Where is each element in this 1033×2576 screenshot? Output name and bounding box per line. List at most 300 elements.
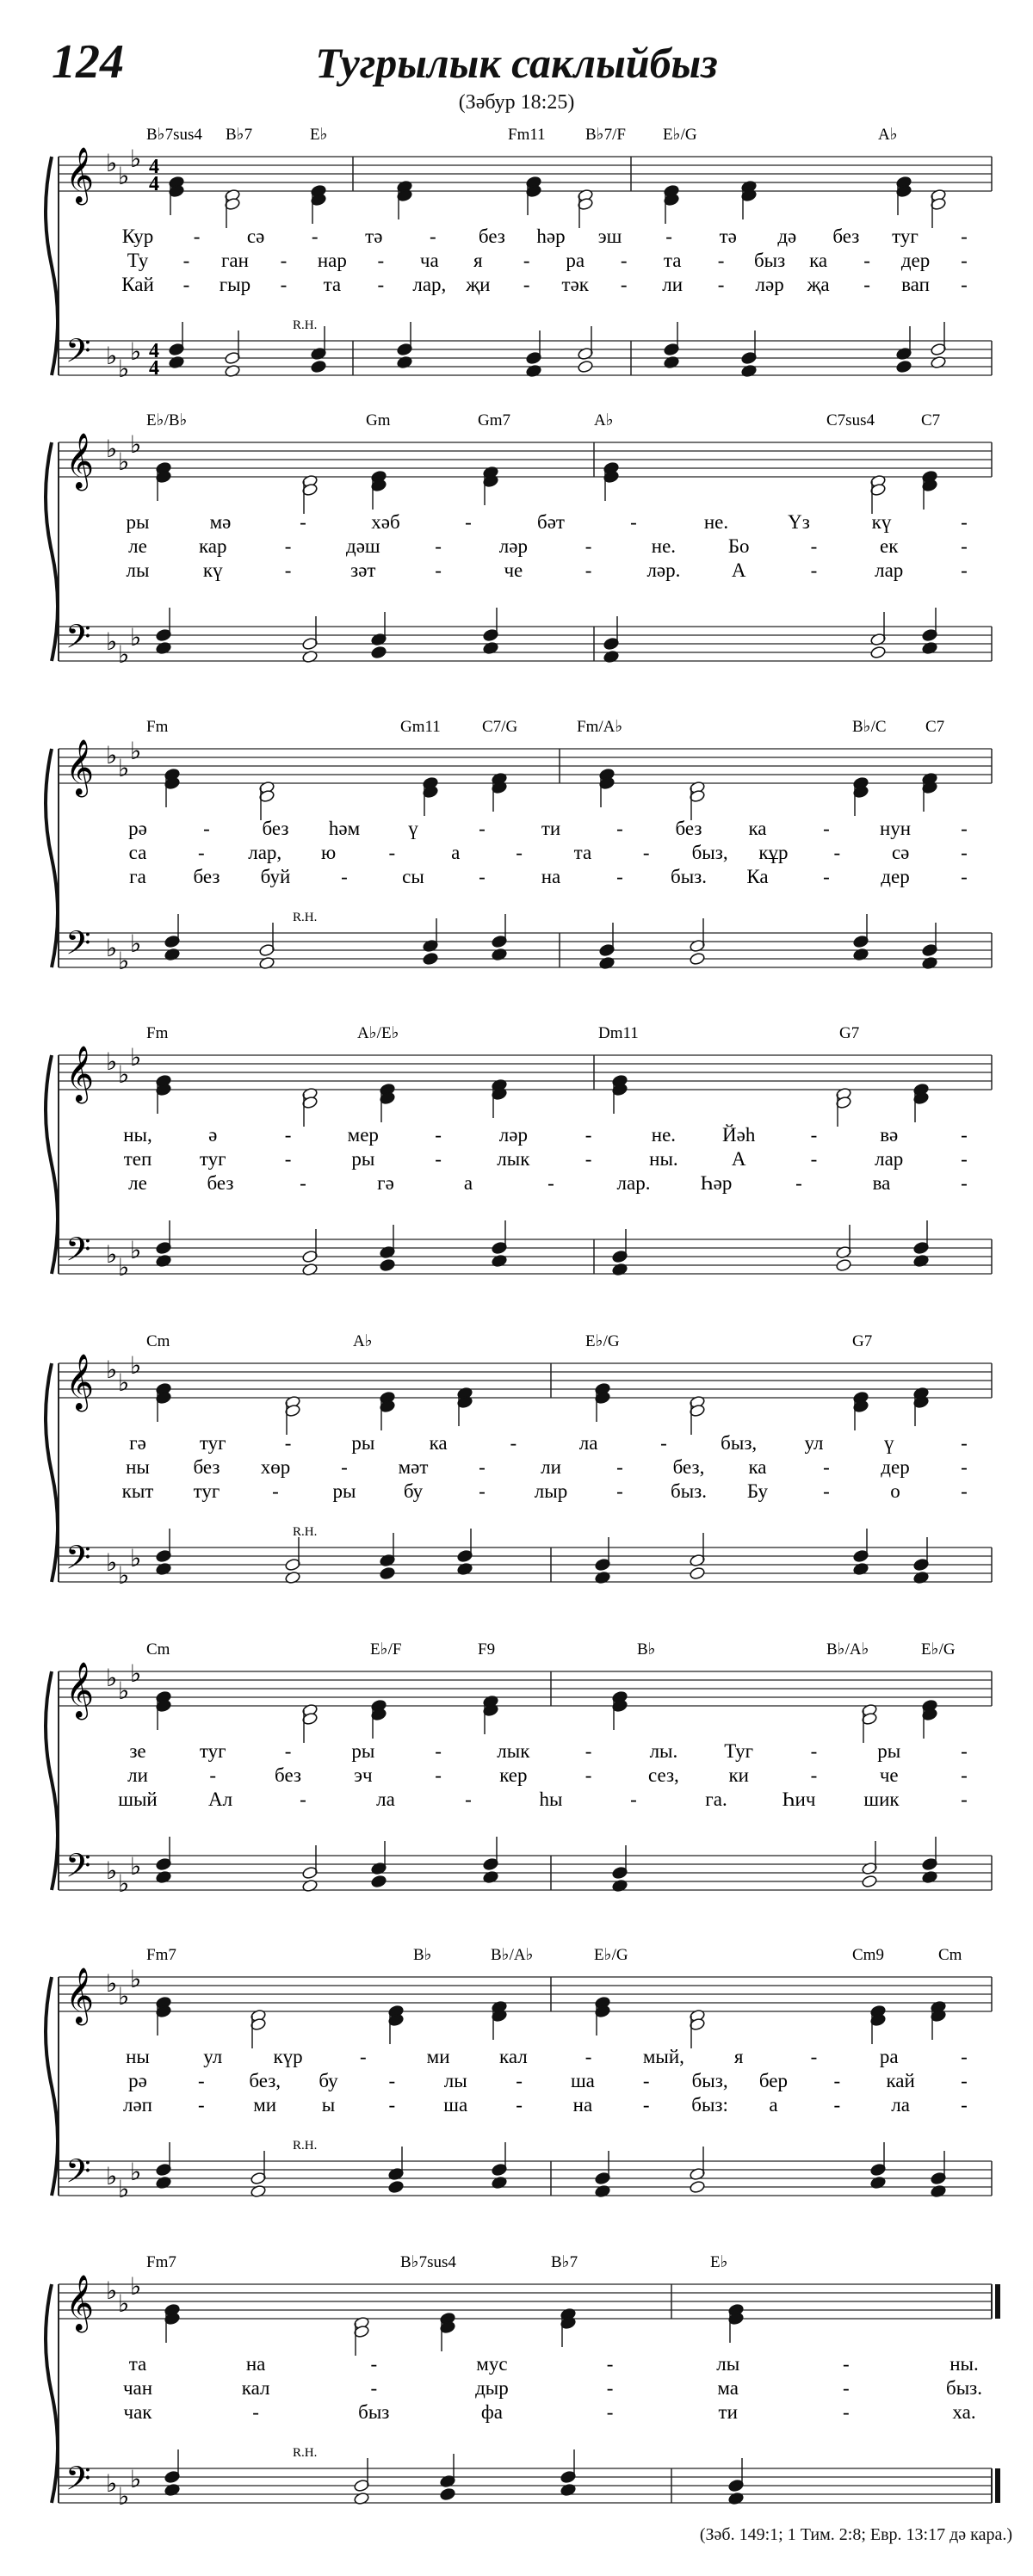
chord-symbol: A♭/E♭ <box>357 1024 399 1042</box>
flat-icon: ♭ <box>106 2471 118 2498</box>
lyric-syllable: шый <box>118 1788 158 1810</box>
time-signature-top: 4 <box>149 156 159 178</box>
lyric-syllable: - <box>620 274 628 295</box>
flat-icon: ♭ <box>106 436 118 463</box>
lyric-syllable: ры <box>332 1480 356 1502</box>
staff-brace <box>46 1055 58 1274</box>
lyric-syllable: - <box>961 274 968 295</box>
lyric-syllable: - <box>961 1740 968 1762</box>
lyric-syllable: Һәр <box>700 1172 733 1194</box>
lyric-syllable: туг <box>199 1740 226 1762</box>
bass-clef-icon: 𝄢 <box>65 1846 91 1893</box>
flat-icon: ♭ <box>118 2177 130 2203</box>
lyric-syllable: - <box>516 2094 523 2116</box>
lyric-syllable: - <box>341 866 348 887</box>
lyric-syllable: та <box>323 274 342 295</box>
chord-symbol: B♭7sus4 <box>146 126 202 144</box>
lyric-syllable: һәм <box>328 818 361 839</box>
bass-notehead <box>380 1566 396 1580</box>
flat-icon: ♭ <box>106 1550 118 1577</box>
chord-symbol: E♭ <box>310 126 328 144</box>
lyric-syllable: - <box>284 1148 292 1170</box>
lyric-syllable: мер <box>347 1124 379 1146</box>
lyric-syllable: һы <box>539 1788 563 1810</box>
lyric-syllable: теп <box>123 1148 152 1170</box>
lyric-syllable: без <box>275 1764 302 1786</box>
chord-symbol: C7 <box>921 411 941 429</box>
bass-clef-icon: 𝄢 <box>65 2459 91 2505</box>
lyric-syllable: ул <box>804 1432 824 1454</box>
chord-symbol: E♭/G <box>663 126 697 144</box>
lyric-syllable: а <box>463 1172 473 1194</box>
lyric-syllable: гә <box>377 1172 394 1194</box>
lyric-syllable: Һич <box>782 1788 816 1810</box>
lyric-syllable: вә <box>880 1124 899 1146</box>
hymn-number: 124 <box>52 35 124 89</box>
final-barline <box>995 2284 1000 2319</box>
lyric-syllable: Кур <box>121 225 154 247</box>
lyric-syllable: рә <box>128 818 147 839</box>
lyric-syllable: быз. <box>671 866 707 887</box>
lyric-syllable: - <box>388 842 396 863</box>
lyric-syllable: без <box>675 818 702 839</box>
lyric-syllable: эш <box>597 225 622 247</box>
lyric-syllable: лы <box>443 2070 467 2091</box>
lyric-syllable: - <box>435 535 442 557</box>
flat-icon: ♭ <box>106 743 118 769</box>
lyric-syllable: гыр <box>219 274 251 295</box>
lyric-syllable: ли <box>662 274 684 295</box>
system-7 <box>46 1946 992 2203</box>
lyric-syllable: - <box>795 1172 802 1194</box>
bass-notehead <box>578 360 594 374</box>
chord-symbol: A♭ <box>353 1332 373 1350</box>
lyric-syllable: ли <box>127 1764 148 1786</box>
lyric-syllable: лык <box>497 1740 530 1762</box>
treble-clef-icon: 𝄞 <box>65 1046 95 1102</box>
chord-symbol: Fm7 <box>146 2253 176 2271</box>
treble-clef-icon: 𝄞 <box>65 2275 95 2331</box>
chord-symbol: C7 <box>925 718 945 736</box>
flat-icon: ♭ <box>130 2159 142 2186</box>
lyric-syllable: - <box>585 1148 592 1170</box>
lyric-syllable: кыт <box>121 1480 154 1502</box>
chord-symbol: Fm7 <box>146 1946 176 1964</box>
lyric-syllable: - <box>465 511 472 533</box>
lyric-syllable: - <box>961 866 968 887</box>
lyric-syllable: - <box>435 559 442 581</box>
flat-icon: ♭ <box>130 432 142 459</box>
lyric-syllable: - <box>863 274 870 295</box>
lyric-syllable: ка <box>809 250 828 271</box>
lyric-syllable: не. <box>703 511 729 533</box>
flat-icon: ♭ <box>118 1563 130 1590</box>
lyric-syllable: сә <box>246 225 265 247</box>
flat-icon: ♭ <box>130 2467 142 2493</box>
lyric-syllable: - <box>280 250 288 271</box>
lyric-syllable: ү <box>408 818 418 839</box>
flat-icon: ♭ <box>106 1858 118 1885</box>
lyric-syllable: ла <box>578 1432 598 1454</box>
lyric-syllable: - <box>198 2070 205 2091</box>
lyric-syllable: - <box>606 2401 614 2423</box>
time-signature-bottom: 4 <box>149 357 159 380</box>
lyric-syllable: - <box>284 535 292 557</box>
flat-icon: ♭ <box>130 2274 142 2301</box>
lyric-syllable: ю <box>320 842 337 863</box>
lyric-syllable: га. <box>705 1788 727 1810</box>
lyric-syllable: ча <box>419 250 439 271</box>
lyric-syllable: кұр <box>758 842 789 863</box>
chord-symbol: E♭ <box>710 2253 728 2271</box>
lyric-syllable: - <box>523 274 530 295</box>
lyric-syllable: - <box>961 1764 968 1786</box>
lyric-syllable: туг <box>892 225 919 247</box>
lyric-syllable: рә <box>128 2070 147 2091</box>
lyric-syllable: - <box>585 1124 592 1146</box>
lyric-syllable: дер <box>900 250 931 271</box>
lyric-syllable: я <box>733 2046 744 2067</box>
lyric-syllable: туг <box>193 1480 220 1502</box>
lyric-syllable: а <box>451 842 461 863</box>
lyric-syllable: ле <box>128 1172 147 1194</box>
bass-clef-icon: 𝄢 <box>65 924 91 970</box>
system-4 <box>46 1024 992 1282</box>
lyric-syllable: Ка <box>746 866 769 887</box>
lyric-syllable: ми <box>253 2094 277 2116</box>
lyric-syllable: - <box>961 818 968 839</box>
time-signature-top: 4 <box>149 340 159 362</box>
right-hand-mark: R.H. <box>293 1525 318 1539</box>
lyric-syllable: ул <box>203 2046 223 2067</box>
lyric-syllable: без <box>193 1456 220 1478</box>
lyric-syllable: - <box>843 2353 850 2375</box>
lyric-syllable: Ту <box>127 250 149 271</box>
lyric-syllable: лы <box>716 2353 740 2375</box>
flat-icon: ♭ <box>106 1242 118 1269</box>
lyric-syllable: без <box>262 818 289 839</box>
lyric-syllable: быз. <box>671 1480 707 1502</box>
lyric-syllable: - <box>961 2046 968 2067</box>
right-hand-mark: R.H. <box>293 911 318 924</box>
lyric-syllable: - <box>616 1456 623 1478</box>
chord-symbol: B♭/C <box>852 718 887 736</box>
lyric-syllable: ла <box>376 1788 395 1810</box>
bass-notehead <box>836 1258 852 1272</box>
chord-symbol: E♭/G <box>921 1640 956 1659</box>
flat-icon: ♭ <box>106 2278 118 2305</box>
lyric-syllable: - <box>272 1480 279 1502</box>
lyric-syllable: - <box>300 1788 306 1810</box>
lyric-syllable: ка <box>748 1456 767 1478</box>
lyric-syllable: - <box>370 2377 378 2399</box>
flat-icon: ♭ <box>118 449 130 476</box>
chord-symbol: A♭ <box>878 126 898 144</box>
lyric-syllable: - <box>961 250 968 271</box>
lyric-syllable: сә <box>891 842 910 863</box>
lyric-syllable: зәт <box>350 559 376 581</box>
bass-notehead <box>388 2180 405 2194</box>
lyric-syllable: туг <box>199 1432 226 1454</box>
lyric-syllable: че <box>504 559 523 581</box>
lyric-syllable: - <box>843 2401 850 2423</box>
lyric-syllable: лар, <box>412 274 447 295</box>
bass-notehead <box>371 646 387 659</box>
flat-icon: ♭ <box>118 1984 130 2011</box>
lyric-syllable: са <box>128 842 147 863</box>
flat-icon: ♭ <box>130 339 142 366</box>
lyric-syllable: ва <box>872 1172 891 1194</box>
lyric-syllable: чан <box>122 2377 153 2399</box>
lyric-syllable: - <box>585 1740 592 1762</box>
lyric-syllable: ми <box>426 2046 450 2067</box>
lyric-syllable: - <box>717 250 725 271</box>
lyric-syllable: я <box>473 250 483 271</box>
lyric-syllable: - <box>810 535 818 557</box>
staff-brace <box>46 157 58 375</box>
chord-symbol: C7sus4 <box>826 411 875 429</box>
lyric-syllable: - <box>833 2094 841 2116</box>
lyric-syllable: - <box>810 1740 818 1762</box>
staff-brace <box>46 2284 58 2503</box>
lyric-syllable: бер <box>758 2070 789 2091</box>
lyric-syllable: ша <box>443 2094 468 2116</box>
lyric-syllable: тә <box>719 225 737 247</box>
lyric-syllable: - <box>823 1480 830 1502</box>
system-2 <box>46 411 992 669</box>
flat-icon: ♭ <box>130 1854 142 1881</box>
chord-symbol: Cm <box>146 1332 170 1350</box>
lyric-syllable: кү <box>202 559 223 581</box>
lyric-syllable: тәк <box>561 274 589 295</box>
lyric-syllable: ны <box>126 1456 150 1478</box>
flat-icon: ♭ <box>118 1255 130 1282</box>
lyric-syllable: - <box>961 511 968 533</box>
lyric-syllable: - <box>823 818 830 839</box>
lyric-syllable: Йәһ <box>722 1124 756 1146</box>
bass-notehead <box>440 2487 456 2501</box>
lyric-syllable: - <box>642 2094 650 2116</box>
lyric-syllable: лыр <box>534 1480 568 1502</box>
system-1 <box>46 126 992 383</box>
flat-icon: ♭ <box>118 164 130 190</box>
chord-symbol: Cm <box>146 1640 170 1659</box>
chord-symbol: G7 <box>852 1332 873 1350</box>
lyric-syllable: - <box>341 1456 348 1478</box>
lyric-syllable: - <box>198 2094 205 2116</box>
lyric-syllable: - <box>642 2070 650 2091</box>
bass-notehead <box>423 952 439 966</box>
lyric-syllable: - <box>961 1124 968 1146</box>
lyric-syllable: - <box>585 535 592 557</box>
flat-icon: ♭ <box>130 1967 142 1993</box>
lyric-syllable: Бу <box>746 1480 769 1502</box>
lyric-syllable: Кай <box>121 274 154 295</box>
lyric-syllable: на <box>541 866 561 887</box>
chord-symbol: Gm11 <box>400 718 441 736</box>
lyric-syllable: - <box>660 1432 667 1454</box>
lyric-syllable: мәт <box>398 1456 429 1478</box>
flat-icon: ♭ <box>106 151 118 177</box>
lyric-syllable: на <box>572 2094 593 2116</box>
lyric-syllable: дәш <box>346 535 380 557</box>
chord-symbol: E♭/G <box>594 1946 628 1964</box>
flat-icon: ♭ <box>118 1678 130 1705</box>
lyric-syllable: - <box>961 842 968 863</box>
lyric-syllable: - <box>284 1740 292 1762</box>
lyric-syllable: - <box>479 866 486 887</box>
lyric-syllable: - <box>284 559 292 581</box>
lyric-syllable: ла <box>891 2094 910 2116</box>
right-hand-mark: R.H. <box>293 318 318 332</box>
lyric-syllable: - <box>435 1124 442 1146</box>
lyric-syllable: - <box>252 2401 259 2423</box>
flat-icon: ♭ <box>130 1661 142 1688</box>
chord-symbol: B♭/A♭ <box>826 1640 869 1659</box>
bass-clef-icon: 𝄢 <box>65 1230 91 1276</box>
lyric-syllable: вап <box>901 274 930 295</box>
lyric-syllable: сы <box>402 866 424 887</box>
bass-clef-icon: 𝄢 <box>65 617 91 664</box>
lyric-syllable: на <box>245 2353 266 2375</box>
lyric-syllable: ны, <box>123 1124 152 1146</box>
lyric-syllable: - <box>300 1172 306 1194</box>
lyric-syllable: - <box>479 818 486 839</box>
lyric-syllable: бу <box>319 2070 338 2091</box>
lyric-syllable: без, <box>249 2070 281 2091</box>
lyric-syllable: - <box>810 1124 818 1146</box>
lyric-syllable: - <box>377 250 385 271</box>
lyric-syllable: ны. <box>649 1148 678 1170</box>
staff-brace <box>46 442 58 661</box>
lyric-syllable: ки <box>728 1764 749 1786</box>
lyric-syllable: чак <box>123 2401 152 2423</box>
lyric-syllable: - <box>961 1456 968 1478</box>
flat-icon: ♭ <box>130 146 142 173</box>
lyric-syllable: ры <box>877 1740 901 1762</box>
flat-icon: ♭ <box>130 931 142 958</box>
flat-icon: ♭ <box>118 2291 130 2318</box>
lyric-syllable: - <box>585 559 592 581</box>
lyric-syllable: - <box>510 1432 517 1454</box>
lyric-syllable: ры <box>351 1148 375 1170</box>
bass-notehead <box>311 360 327 374</box>
chord-symbol: B♭ <box>413 1946 432 1964</box>
chord-symbol: B♭7/F <box>585 126 626 144</box>
flat-icon: ♭ <box>118 642 130 669</box>
lyric-syllable: ра <box>566 250 585 271</box>
lyric-syllable: - <box>284 1124 292 1146</box>
lyric-syllable: - <box>359 2046 367 2067</box>
lyric-syllable: ны. <box>949 2353 979 2375</box>
lyric-syllable: мый, <box>642 2046 684 2067</box>
lyric-syllable: ма <box>717 2377 739 2399</box>
lyric-syllable: - <box>843 2377 850 2399</box>
lyric-syllable: без <box>478 225 505 247</box>
lyric-syllable: ры <box>126 511 150 533</box>
treble-clef-icon: 𝄞 <box>65 433 95 489</box>
flat-icon: ♭ <box>106 2164 118 2190</box>
lyric-syllable: туг <box>199 1148 226 1170</box>
flat-icon: ♭ <box>118 1062 130 1089</box>
lyric-syllable: - <box>630 1788 637 1810</box>
lyric-syllable: - <box>616 818 623 839</box>
lyric-syllable: быз <box>753 250 786 271</box>
lyric-syllable: - <box>370 2353 378 2375</box>
chord-symbol: Fm11 <box>508 126 546 144</box>
flat-icon: ♭ <box>130 1045 142 1072</box>
flat-icon: ♭ <box>130 738 142 765</box>
lyric-syllable: җи <box>466 274 491 295</box>
lyric-syllable: ти <box>541 818 561 839</box>
lyric-syllable: - <box>961 1148 968 1170</box>
chord-symbol: B♭7sus4 <box>400 2253 456 2271</box>
chord-symbol: E♭/F <box>370 1640 402 1659</box>
chord-symbol: Cm <box>938 1946 962 1964</box>
chord-symbol: B♭7 <box>226 126 253 144</box>
bass-clef-icon: 𝄢 <box>65 331 91 378</box>
lyric-syllable: - <box>465 1788 472 1810</box>
lyric-syllable: җа <box>807 274 830 295</box>
lyric-syllable: - <box>717 274 725 295</box>
system-5 <box>46 1332 992 1590</box>
lyric-syllable: - <box>642 842 650 863</box>
lyric-syllable: - <box>823 866 830 887</box>
lyric-syllable: хөр <box>260 1456 291 1478</box>
right-hand-mark: R.H. <box>293 2139 318 2153</box>
lyric-syllable: дыр <box>475 2377 509 2399</box>
lyric-syllable: - <box>435 1764 442 1786</box>
lyric-syllable: - <box>863 250 870 271</box>
lyric-syllable: - <box>616 866 623 887</box>
lyric-syllable: ны <box>126 2046 150 2067</box>
lyric-syllable: ләр <box>755 274 784 295</box>
chord-symbol: B♭ <box>637 1640 656 1659</box>
lyric-syllable: мә <box>209 511 232 533</box>
lyric-syllable: ы <box>321 2094 336 2116</box>
lyric-syllable: - <box>377 274 385 295</box>
chord-symbol: E♭/B♭ <box>146 411 188 429</box>
flat-icon: ♭ <box>106 1049 118 1076</box>
lyric-syllable: Бо <box>727 535 750 557</box>
lyric-syllable: че <box>879 1764 899 1786</box>
lyric-syllable: дер <box>881 866 910 887</box>
lyric-syllable: - <box>616 1480 623 1502</box>
bass-notehead <box>690 1566 706 1580</box>
lyric-syllable: лар <box>875 1148 904 1170</box>
bass-notehead <box>862 1875 878 1888</box>
lyric-syllable: - <box>810 559 818 581</box>
lyric-syllable: - <box>620 250 628 271</box>
lyric-syllable: ша <box>570 2070 595 2091</box>
lyric-syllable: быз. <box>946 2377 982 2399</box>
lyric-syllable: - <box>435 1148 442 1170</box>
lyric-syllable: без <box>193 866 220 887</box>
lyric-syllable: - <box>523 250 530 271</box>
lyric-syllable: без, <box>672 1456 705 1478</box>
lyric-syllable: Туг <box>724 1740 754 1762</box>
treble-clef-icon: 𝄞 <box>65 1662 95 1718</box>
bass-notehead <box>380 1258 396 1272</box>
lyric-syllable: ә <box>208 1124 218 1146</box>
chord-symbol: Fm/A♭ <box>577 718 623 736</box>
lyric-syllable: - <box>280 274 288 295</box>
lyric-syllable: кай <box>886 2070 915 2091</box>
lyric-syllable: - <box>430 225 436 247</box>
lyric-syllable: ган <box>220 250 249 271</box>
chord-symbol: Gm7 <box>478 411 510 429</box>
lyric-syllable: - <box>961 535 968 557</box>
